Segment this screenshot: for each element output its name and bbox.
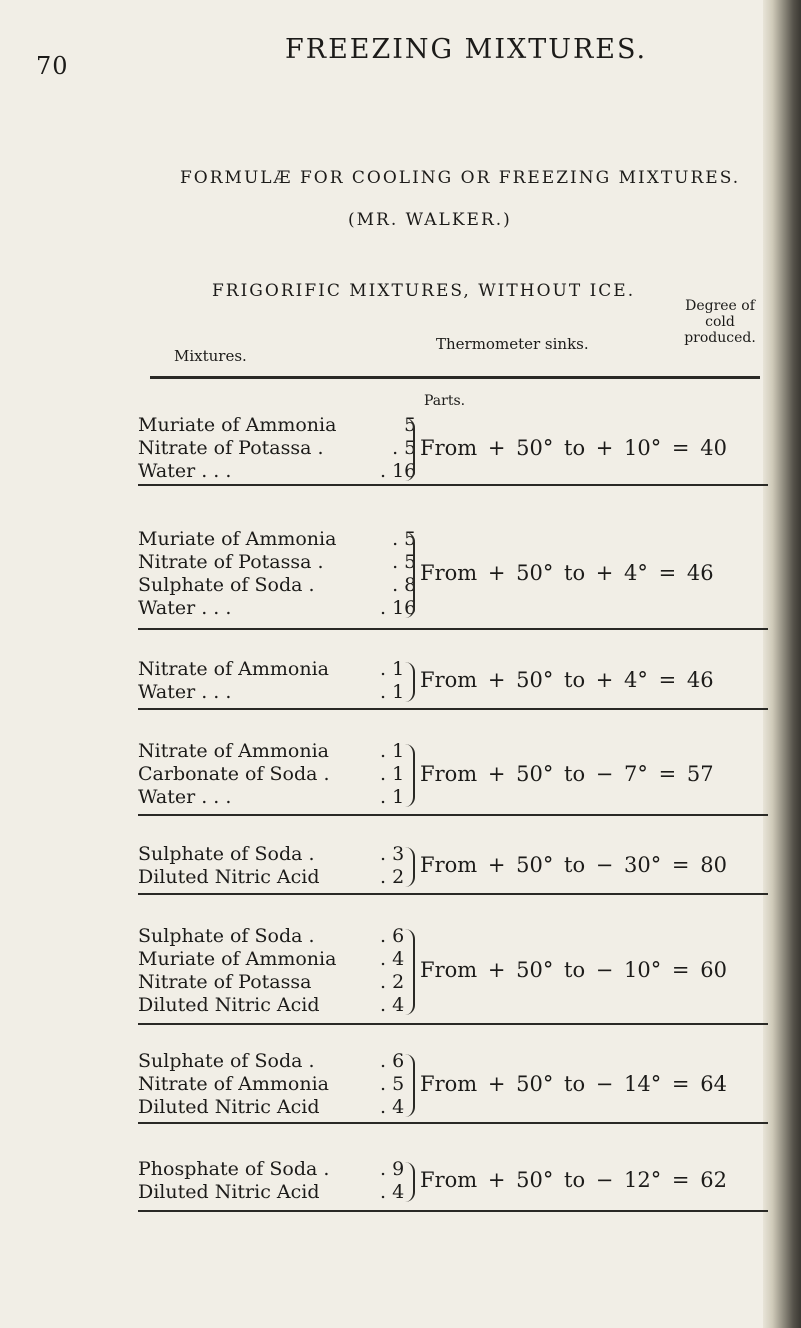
parts-list xyxy=(380,1050,404,1119)
column-header-parts: Parts. xyxy=(424,393,466,409)
ingredient-name: Diluted Nitric Acid xyxy=(138,1096,320,1118)
column-header-degree-line2: cold xyxy=(705,314,735,330)
ingredient-name: Nitrate of Potassa . xyxy=(138,437,324,459)
ingredient-name: Water . . . xyxy=(138,460,232,482)
ingredient-parts: . 8 xyxy=(392,574,417,596)
temperature-result: From + 50° to − 14° = 64 xyxy=(420,1071,727,1096)
ingredient-name: Sulphate of Soda . xyxy=(138,925,315,947)
ingredient-parts: . 2 xyxy=(380,866,405,888)
parts-list xyxy=(380,1158,404,1204)
brace-icon xyxy=(404,744,415,807)
row-divider xyxy=(138,814,768,816)
parts-list xyxy=(380,843,404,889)
ingredient-parts: 5 xyxy=(404,414,417,436)
ingredient-name: Phosphate of Soda . xyxy=(138,1158,330,1180)
column-header-degree-line1: Degree of xyxy=(685,298,755,314)
brace-icon xyxy=(404,1054,415,1117)
temperature-result: From + 50° to − 10° = 60 xyxy=(420,958,727,982)
ingredient-parts: . 6 xyxy=(380,1050,405,1072)
ingredient-name: Muriate of Ammonia xyxy=(138,528,337,550)
temperature-result: From + 50° to + 4° = 46 xyxy=(420,668,714,692)
running-head: FREEZING MIXTURES. xyxy=(285,34,648,65)
brace-icon xyxy=(404,532,415,618)
brace-icon xyxy=(404,847,415,887)
ingredient-name: Nitrate of Ammonia xyxy=(138,740,330,762)
temperature-result: From + 50° to + 10° = 40 xyxy=(420,435,727,460)
row-divider xyxy=(138,893,768,895)
ingredient-list xyxy=(138,925,336,1017)
ingredient-list xyxy=(138,658,329,704)
ingredient-parts: . 1 xyxy=(380,658,405,680)
ingredient-parts: . 5 xyxy=(392,437,417,459)
ingredient-name: Water . . . xyxy=(138,597,232,619)
row-divider xyxy=(138,1210,768,1212)
ingredient-name: Diluted Nitric Acid xyxy=(138,866,320,888)
ingredient-parts: . 5 xyxy=(380,1073,405,1095)
ingredient-list xyxy=(138,740,330,809)
brace-icon xyxy=(404,1162,415,1202)
temperature-result: From + 50° to − 7° = 57 xyxy=(420,761,714,786)
ingredient-name: Sulphate of Soda . xyxy=(138,1050,315,1072)
ingredient-name: Muriate of Ammonia xyxy=(138,948,337,970)
column-header-degree xyxy=(672,298,768,346)
ingredient-name: Diluted Nitric Acid xyxy=(138,994,320,1016)
row-divider xyxy=(138,1122,768,1124)
ingredient-list xyxy=(138,414,336,483)
header-rule xyxy=(150,376,760,379)
ingredient-parts: . 1 xyxy=(380,681,405,703)
ingredient-name: Nitrate of Ammonia xyxy=(138,1073,330,1095)
ingredient-parts: . 4 xyxy=(380,994,405,1016)
brace-icon xyxy=(404,929,415,1015)
row-divider xyxy=(138,708,768,710)
parts-list xyxy=(380,925,404,1017)
row-divider xyxy=(138,484,768,486)
ingredient-list xyxy=(138,843,319,889)
row-divider xyxy=(138,628,768,630)
ingredient-name: Sulphate of Soda . xyxy=(138,574,315,596)
ingredient-parts: . 1 xyxy=(380,740,405,762)
column-header-degree-line3: produced. xyxy=(684,330,756,346)
ingredient-parts: . 1 xyxy=(380,763,405,785)
ingredient-name: Nitrate of Ammonia xyxy=(138,658,330,680)
section-title: FRIGORIFIC MIXTURES, WITHOUT ICE. xyxy=(212,281,636,301)
ingredient-parts: . 2 xyxy=(380,971,405,993)
brace-icon xyxy=(404,418,415,481)
temperature-result: From + 50° to + 4° = 46 xyxy=(420,561,714,585)
ingredient-parts: . 5 xyxy=(392,551,417,573)
ingredient-parts: . 4 xyxy=(380,1096,405,1118)
ingredient-name: Diluted Nitric Acid xyxy=(138,1181,320,1203)
parts-list xyxy=(380,658,404,704)
temperature-result: From + 50° to − 12° = 62 xyxy=(420,1168,727,1192)
ingredient-list xyxy=(138,528,336,620)
column-header-mixtures: Mixtures. xyxy=(174,347,247,365)
ingredient-name: Water . . . xyxy=(138,786,232,808)
book-binding-edge xyxy=(763,0,801,1328)
ingredient-parts: . 3 xyxy=(380,843,405,865)
column-header-thermometer: Thermometer sinks. xyxy=(436,335,589,353)
ingredient-parts: . 16 xyxy=(380,460,417,482)
ingredient-name: Carbonate of Soda . xyxy=(138,763,330,785)
ingredient-parts: . 4 xyxy=(380,1181,405,1203)
ingredient-list xyxy=(138,1050,329,1119)
ingredient-parts: . 16 xyxy=(380,597,417,619)
ingredient-parts: . 9 xyxy=(380,1158,405,1180)
ingredient-parts: . 5 xyxy=(392,528,417,550)
ingredient-name: Nitrate of Potassa xyxy=(138,971,312,993)
table-attribution: (MR. WALKER.) xyxy=(348,210,512,230)
ingredient-parts: . 1 xyxy=(380,786,405,808)
page-number: 70 xyxy=(36,52,69,80)
ingredient-name: Muriate of Ammonia xyxy=(138,414,337,436)
ingredient-name: Sulphate of Soda . xyxy=(138,843,315,865)
ingredient-parts: . 6 xyxy=(380,925,405,947)
temperature-result: From + 50° to − 30° = 80 xyxy=(420,853,727,877)
ingredient-parts: . 4 xyxy=(380,948,405,970)
row-divider xyxy=(138,1023,768,1025)
parts-list xyxy=(380,740,404,809)
ingredient-list xyxy=(138,1158,329,1204)
ingredient-name: Nitrate of Potassa . xyxy=(138,551,324,573)
brace-icon xyxy=(404,662,415,702)
table-title: FORMULÆ FOR COOLING OR FREEZING MIXTURES. xyxy=(180,168,741,188)
ingredient-name: Water . . . xyxy=(138,681,232,703)
